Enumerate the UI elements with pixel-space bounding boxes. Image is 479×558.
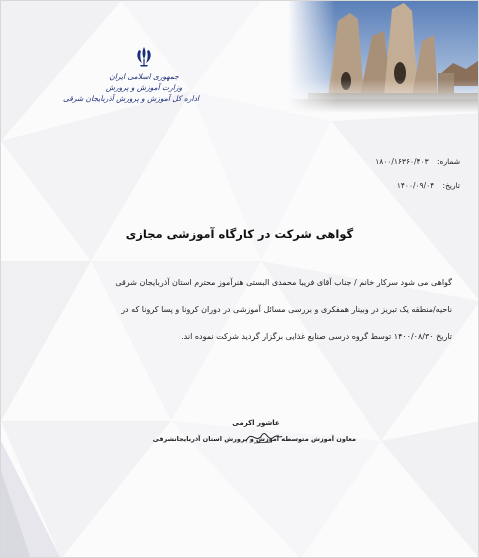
certificate-title: گواهی شرکت در کارگاه آموزشی مجازی (125, 227, 354, 241)
handwritten-signature-icon (244, 425, 284, 447)
tomb-of-poets-banner (288, 1, 478, 113)
body-line-1: گواهی می شود سرکار خانم / جناب آقای فریبا محمدی البستی هنرآموز محترم استان آذربایجان شرقی (115, 278, 452, 287)
letter-date (397, 181, 460, 190)
org-line-country: جمهوری اسلامی ایران (109, 72, 179, 81)
letter-number-value: ۱۸۰۰/۱۶۳۶۰/۴۰۳ (375, 157, 429, 166)
body-line-3: تاریخ ۱۴۰۰/۰۸/۳۰ توسط گروه درسی صنایع غذایی برگزار گردید شرکت نموده اند. (181, 332, 452, 341)
iran-emblem-icon (133, 45, 155, 67)
org-line-ministry: وزارت آموزش و پرورش (105, 83, 183, 92)
letter-date-label: تاریخ: (442, 181, 460, 190)
signature-block (152, 419, 356, 443)
letter-date-value: ۱۴۰۰/۰۹/۰۴ (396, 181, 435, 190)
org-line-department: اداره کل آموزش و پرورش آذربایجان شرقی (62, 94, 199, 103)
header-emblem-block (62, 45, 199, 104)
letter-number-label: شماره: (437, 157, 460, 166)
letter-number (375, 157, 460, 166)
certificate-body (23, 269, 452, 350)
signatory-name: عاشور اکرمی (232, 419, 280, 427)
signatory-title: معاون آموزش متوسطه آموزش و پرورش استان آذربایجانشرقی (152, 435, 356, 443)
body-line-2: ناحیه/منطقه یک تبریز در وبینار همفکری و بررسی مسائل آموزشی در دوران کرونا و پسا کرونا که در (121, 305, 452, 314)
